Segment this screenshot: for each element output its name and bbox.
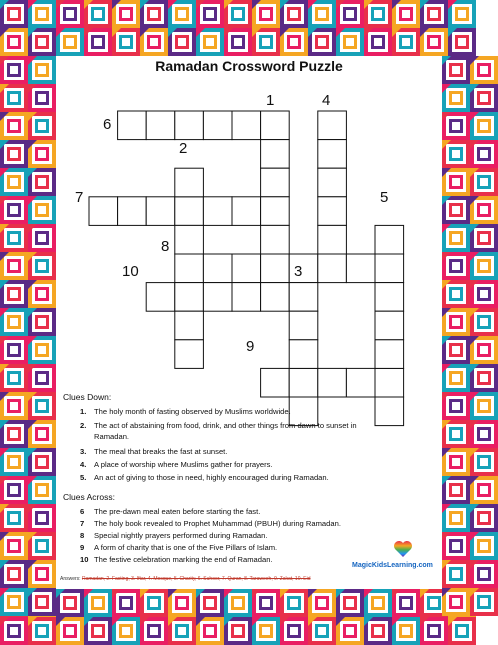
clue-across-9: 9 A form of charity that is one of the Five Pillars of Islam. <box>80 543 278 552</box>
grid-cell[interactable] <box>289 368 318 397</box>
grid-cell[interactable] <box>375 283 404 312</box>
grid-cell[interactable] <box>175 225 204 254</box>
grid-cell[interactable] <box>232 111 261 140</box>
clues-down-heading: Clues Down: <box>63 392 112 402</box>
grid-cell[interactable] <box>261 368 290 397</box>
grid-cell[interactable] <box>89 197 118 226</box>
grid-cell[interactable] <box>175 340 204 369</box>
grid-cell[interactable] <box>375 225 404 254</box>
grid-cell[interactable] <box>318 168 347 197</box>
grid-cell[interactable] <box>146 197 175 226</box>
grid-cell[interactable] <box>261 254 290 283</box>
clue-across-6: 6 The pre-dawn meal eaten before starting the fast. <box>80 507 261 516</box>
grid-cell[interactable] <box>175 111 204 140</box>
grid-number-5: 5 <box>380 189 389 206</box>
grid-number-6: 6 <box>103 116 112 133</box>
grid-cell[interactable] <box>261 225 290 254</box>
grid-cell[interactable] <box>261 283 290 312</box>
grid-number-2: 2 <box>179 140 188 157</box>
grid-cell[interactable] <box>175 283 204 312</box>
answers-line: Answers: Ramadan, 2. Fasting, 3. Iftar, 4. Mosque, 5. Charity, 6. Suhoor, 7. Quran, 8. Taraweeh, 9. Zakat, 10. Eid <box>60 576 311 582</box>
grid-cell[interactable] <box>289 283 318 312</box>
grid-cell[interactable] <box>289 311 318 340</box>
clue-across-7: 7 The holy book revealed to Prophet Muhammad (PBUH) during Ramadan. <box>80 519 341 528</box>
grid-cell[interactable] <box>175 311 204 340</box>
grid-number-7: 7 <box>75 189 84 206</box>
grid-cell[interactable] <box>346 368 375 397</box>
page-title: Ramadan Crossword Puzzle <box>155 58 343 74</box>
clue-across-10: 10 The festive celebration marking the end of Ramadan. <box>80 555 273 564</box>
clues-across-heading: Clues Across: <box>63 492 115 502</box>
grid-cell[interactable] <box>146 283 175 312</box>
grid-cell[interactable] <box>146 111 175 140</box>
grid-cell[interactable] <box>261 197 290 226</box>
grid-cell[interactable] <box>175 197 204 226</box>
grid-cell[interactable] <box>118 197 147 226</box>
grid-cell[interactable] <box>232 283 261 312</box>
grid-cell[interactable] <box>203 111 232 140</box>
grid-number-10: 10 <box>122 263 139 280</box>
clue-down-2: 2. The act of abstaining from food, drink, and other things from dawn to sunset in <box>80 421 357 430</box>
grid-cell[interactable] <box>232 254 261 283</box>
clue-down-4: 4. A place of worship where Muslims gather for prayers. <box>80 460 273 469</box>
grid-cell[interactable] <box>375 368 404 397</box>
grid-cell[interactable] <box>318 111 347 140</box>
grid-number-4: 4 <box>322 92 331 109</box>
grid-cell[interactable] <box>175 254 204 283</box>
grid-cell[interactable] <box>318 225 347 254</box>
brand-label: MagicKidsLearning.com <box>352 562 433 569</box>
grid-cell[interactable] <box>375 311 404 340</box>
clue-down-5: 5. An act of giving to those in need, highly encouraged during Ramadan. <box>80 473 329 482</box>
grid-cell[interactable] <box>346 254 375 283</box>
grid-cell[interactable] <box>318 140 347 169</box>
grid-cell[interactable] <box>232 197 261 226</box>
grid-cell[interactable] <box>261 140 290 169</box>
grid-cell[interactable] <box>203 254 232 283</box>
grid-cell[interactable] <box>318 254 347 283</box>
clue-down-1: 1. The holy month of fasting observed by Muslims worldwide. <box>80 407 291 416</box>
grid-cell[interactable] <box>261 111 290 140</box>
grid-cell[interactable] <box>289 340 318 369</box>
rainbow-heart-icon <box>393 540 413 558</box>
grid-cell[interactable] <box>118 111 147 140</box>
clue-across-8: 8 Special nightly prayers performed during Ramadan. <box>80 531 268 540</box>
grid-cell[interactable] <box>261 168 290 197</box>
answers-key: Ramadan, 2. Fasting, 3. Iftar, 4. Mosque, 5. Charity, 6. Suhoor, 7. Quran, 8. Taraweeh, 9. Zakat, 10. Eid <box>81 576 311 582</box>
grid-cell[interactable] <box>375 340 404 369</box>
grid-cell[interactable] <box>203 283 232 312</box>
grid-number-8: 8 <box>161 238 170 255</box>
clue-down-3: 3. The meal that breaks the fast at sunset. <box>80 447 228 456</box>
grid-cell[interactable] <box>318 197 347 226</box>
clue-down-2-cont: Ramadan. <box>94 432 130 441</box>
grid-number-9: 9 <box>246 338 255 355</box>
grid-number-3: 3 <box>294 263 303 280</box>
grid-cell[interactable] <box>175 168 204 197</box>
grid-cell[interactable] <box>375 254 404 283</box>
grid-cell[interactable] <box>203 197 232 226</box>
grid-number-1: 1 <box>266 92 275 109</box>
grid-cell[interactable] <box>318 368 347 397</box>
